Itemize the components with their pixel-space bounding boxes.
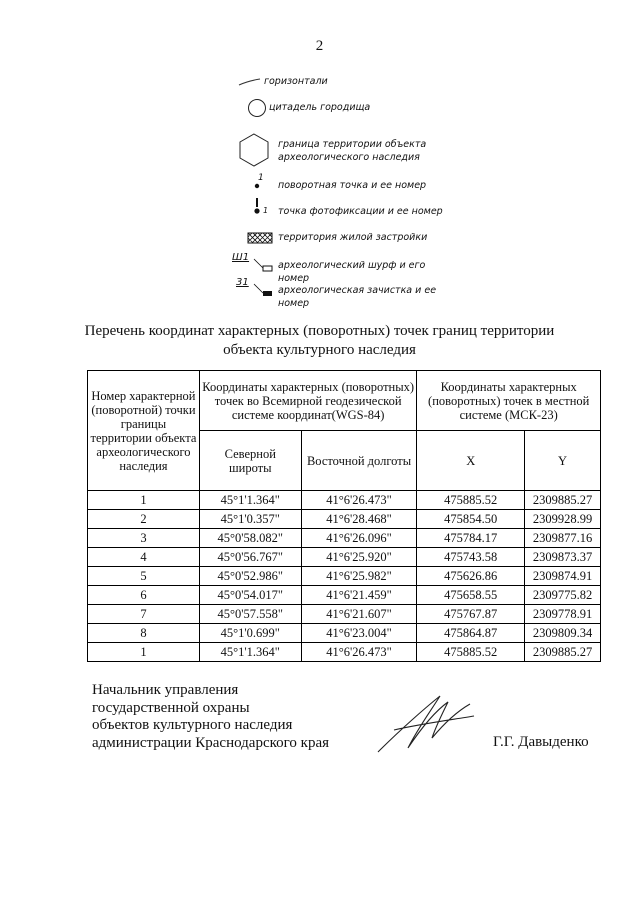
cell-latitude: 45°1'1.364" [199, 643, 301, 662]
table-body [88, 491, 601, 662]
cell-longitude: 41°6'25.920" [301, 548, 417, 567]
header-x: X [417, 431, 525, 491]
cell-longitude: 41°6'21.607" [301, 605, 417, 624]
legend-photo-number: 1 [263, 206, 269, 215]
table-row [88, 491, 601, 510]
cell-point-number: 8 [88, 624, 200, 643]
pit-icon [252, 258, 276, 278]
legend-pit-label: Ш1 [232, 252, 250, 263]
cell-latitude: 45°0'57.558" [199, 605, 301, 624]
cell-x: 475864.87 [417, 624, 525, 643]
cell-y: 2309928.99 [525, 510, 601, 529]
cell-point-number: 1 [88, 643, 200, 662]
table-row [88, 624, 601, 643]
position-line-2: государственной охраны [92, 699, 250, 716]
table-row [88, 529, 601, 548]
legend-border-text-1: граница территории объекта [278, 139, 427, 150]
position-line-4: администрации Краснодарского края [92, 734, 330, 751]
cell-y: 2309885.27 [525, 491, 601, 510]
cell-point-number: 2 [88, 510, 200, 529]
cell-longitude: 41°6'26.473" [301, 491, 417, 510]
cell-x: 475767.87 [417, 605, 525, 624]
contour-line-icon [238, 77, 262, 87]
legend-point-number: 1 [258, 173, 264, 183]
table-row [88, 548, 601, 567]
cell-x: 475626.86 [417, 567, 525, 586]
legend-pit-text-1: археологический шурф и его [278, 260, 426, 271]
cell-longitude: 41°6'25.982" [301, 567, 417, 586]
legend-border-text-2: археологического наследия [278, 152, 420, 163]
crosshatch-icon [247, 232, 273, 244]
table-row [88, 510, 601, 529]
document-title [60, 322, 579, 360]
dot-icon [253, 182, 261, 190]
cell-longitude: 41°6'21.459" [301, 586, 417, 605]
legend-clearing-label: 31 [236, 277, 249, 288]
cell-x: 475743.58 [417, 548, 525, 567]
cell-longitude: 41°6'23.004" [301, 624, 417, 643]
cell-longitude: 41°6'26.096" [301, 529, 417, 548]
legend-point-text: поворотная точка и ее номер [278, 180, 427, 191]
cell-latitude: 45°1'0.357" [199, 510, 301, 529]
table-row [88, 586, 601, 605]
header-longitude: Восточной долготы [301, 431, 417, 491]
signatory-position [92, 682, 329, 752]
cell-latitude: 45°0'58.082" [199, 529, 301, 548]
handwritten-signature [370, 690, 480, 760]
table-row [88, 567, 601, 586]
cell-latitude: 45°1'1.364" [199, 491, 301, 510]
hexagon-icon [238, 132, 270, 168]
table-row [88, 643, 601, 662]
cell-y: 2309778.91 [525, 605, 601, 624]
cell-x: 475854.50 [417, 510, 525, 529]
cell-x: 475784.17 [417, 529, 525, 548]
cell-point-number: 4 [88, 548, 200, 567]
clearing-icon [252, 283, 276, 303]
header-y: Y [525, 431, 601, 491]
circle-icon [247, 98, 267, 118]
legend-residential-text: территория жилой застройки [278, 232, 428, 243]
cell-point-number: 1 [88, 491, 200, 510]
cell-longitude: 41°6'28.468" [301, 510, 417, 529]
cell-y: 2309873.37 [525, 548, 601, 567]
cell-longitude: 41°6'26.473" [301, 643, 417, 662]
cell-x: 475658.55 [417, 586, 525, 605]
header-msk23: Координаты характерных (поворотных) точек в местной системе (МСК-23) [417, 371, 601, 431]
header-point-number: Номер характерной (поворотной) точки границы территории объекта археологического наследия [88, 371, 200, 491]
header-latitude: Северной широты [199, 431, 301, 491]
cell-y: 2309885.27 [525, 643, 601, 662]
cell-y: 2309775.82 [525, 586, 601, 605]
signatory-name: Г.Г. Давыденко [493, 734, 589, 750]
cell-latitude: 45°0'52.986" [199, 567, 301, 586]
title-line-2: объекта культурного наследия [223, 342, 416, 358]
position-line-3: объектов культурного наследия [92, 717, 293, 733]
title-line-1: Перечень координат характерных (поворотных) точек границ территории [84, 323, 555, 339]
cell-x: 475885.52 [417, 643, 525, 662]
legend-clearing-text-2: номер [278, 298, 310, 309]
cell-point-number: 7 [88, 605, 200, 624]
coordinates-table [87, 370, 601, 662]
cell-point-number: 3 [88, 529, 200, 548]
header-wgs84: Координаты характерных (поворотных) точек во Всемирной геодезической системе координат(WGS-84) [199, 371, 416, 431]
cell-point-number: 6 [88, 586, 200, 605]
cell-latitude: 45°1'0.699" [199, 624, 301, 643]
position-line-1: Начальник управления [92, 682, 239, 698]
cell-latitude: 45°0'54.017" [199, 586, 301, 605]
legend-clearing-text-1: археологическая зачистка и ее [278, 285, 437, 296]
cell-y: 2309877.16 [525, 529, 601, 548]
legend-pit-text-2: номер [278, 273, 310, 284]
photo-point-icon [253, 196, 263, 216]
table-row [88, 605, 601, 624]
legend-citadel-text: цитадель городища [269, 102, 371, 113]
cell-point-number: 5 [88, 567, 200, 586]
cell-latitude: 45°0'56.767" [199, 548, 301, 567]
cell-x: 475885.52 [417, 491, 525, 510]
cell-y: 2309874.91 [525, 567, 601, 586]
legend-contours-text: горизонтали [264, 76, 328, 87]
table-header-row [88, 371, 601, 431]
cell-y: 2309809.34 [525, 624, 601, 643]
page-number: 2 [315, 38, 324, 54]
legend-photo-text: точка фотофиксации и ее номер [278, 206, 443, 217]
